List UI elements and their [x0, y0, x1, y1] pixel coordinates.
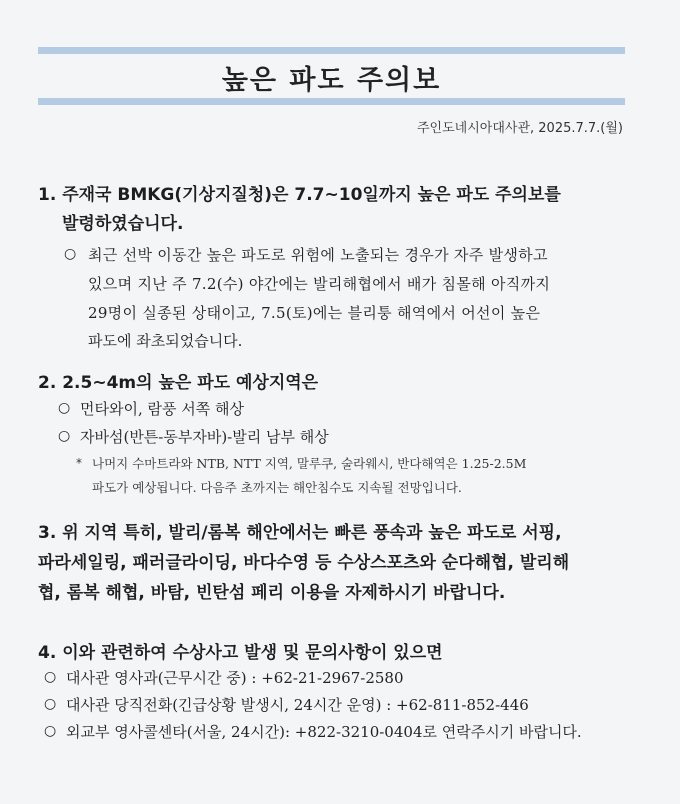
header-rule-top	[38, 47, 625, 54]
section1-title-line-1: 1. 주재국 BMKG(기상지질청)은 7.7~10일까지 높은 파도 주의보를	[38, 185, 561, 205]
section1-body-line-1: 최근 선박 이동간 높은 파도로 위험에 노출되는 경우가 자주 발생하고	[88, 246, 548, 264]
section3-line-2: 파라세일링, 패러글라이딩, 바다수영 등 수상스포츠와 순다해협, 발리해	[38, 553, 570, 573]
contact-call-center: 외교부 영사콜센타(서울, 24시간): +822-3210-0404로 연락주시기 바랍니다.	[66, 723, 582, 741]
section1-title-line-2: 발령하였습니다.	[62, 214, 184, 234]
section2-note-line-2: 파도가 예상됩니다. 다음주 초까지는 해안침수도 지속될 전망입니다.	[92, 480, 462, 495]
section2-note-line-1: 나머지 수마트라와 NTB, NTT 지역, 말루쿠, 술라웨시, 반다해역은 1.25-2.5M	[92, 456, 527, 471]
section4-bullet-icon: ○	[44, 669, 57, 685]
section3-line-3: 협, 롬복 해협, 바탐, 빈탄섬 페리 이용을 자제하시기 바랍니다.	[38, 583, 506, 603]
notice-title: 높은 파도 주의보	[221, 65, 442, 96]
section3-line-1: 3. 위 지역 특히, 발리/롬복 해안에서는 빠른 풍속과 높은 파도로 서핑,	[38, 523, 562, 543]
contact-duty-phone: 대사관 당직전화(긴급상황 발생시, 24시간 운영) : +62-811-852-446	[66, 696, 529, 714]
dateline: 주인도네시아대사관, 2025.7.7.(월)	[416, 121, 623, 136]
section1-bullet-icon: ○	[64, 246, 77, 262]
section4-bullet-icon: ○	[44, 723, 57, 739]
section1-body-line-3: 29명이 실종된 상태이고, 7.5(토)에는 블리퉁 해역에서 어선이 높은	[88, 304, 541, 322]
section1-body-line-2: 있으며 지난 주 7.2(수) 야간에는 발리해협에서 배가 침몰해 아직까지	[88, 275, 551, 293]
section4-bullet-icon: ○	[44, 696, 57, 712]
section4-title: 4. 이와 관련하여 수상사고 발생 및 문의사항이 있으면	[38, 643, 443, 663]
section2-item-1: 먼타와이, 람풍 서쪽 해상	[80, 400, 244, 418]
section1-body-line-4: 파도에 좌초되었습니다.	[88, 332, 243, 350]
header-rule-bottom	[38, 98, 625, 105]
section2-bullet-icon: ○	[58, 400, 71, 416]
section2-bullet-icon: ○	[58, 428, 71, 444]
note-asterisk: *	[76, 456, 82, 470]
section2-title: 2. 2.5~4m의 높은 파도 예상지역은	[38, 373, 319, 393]
contact-consular-section: 대사관 영사과(근무시간 중) : +62-21-2967-2580	[66, 669, 404, 687]
section2-item-2: 자바섬(반튼-동부자바)-발리 남부 해상	[80, 428, 329, 446]
